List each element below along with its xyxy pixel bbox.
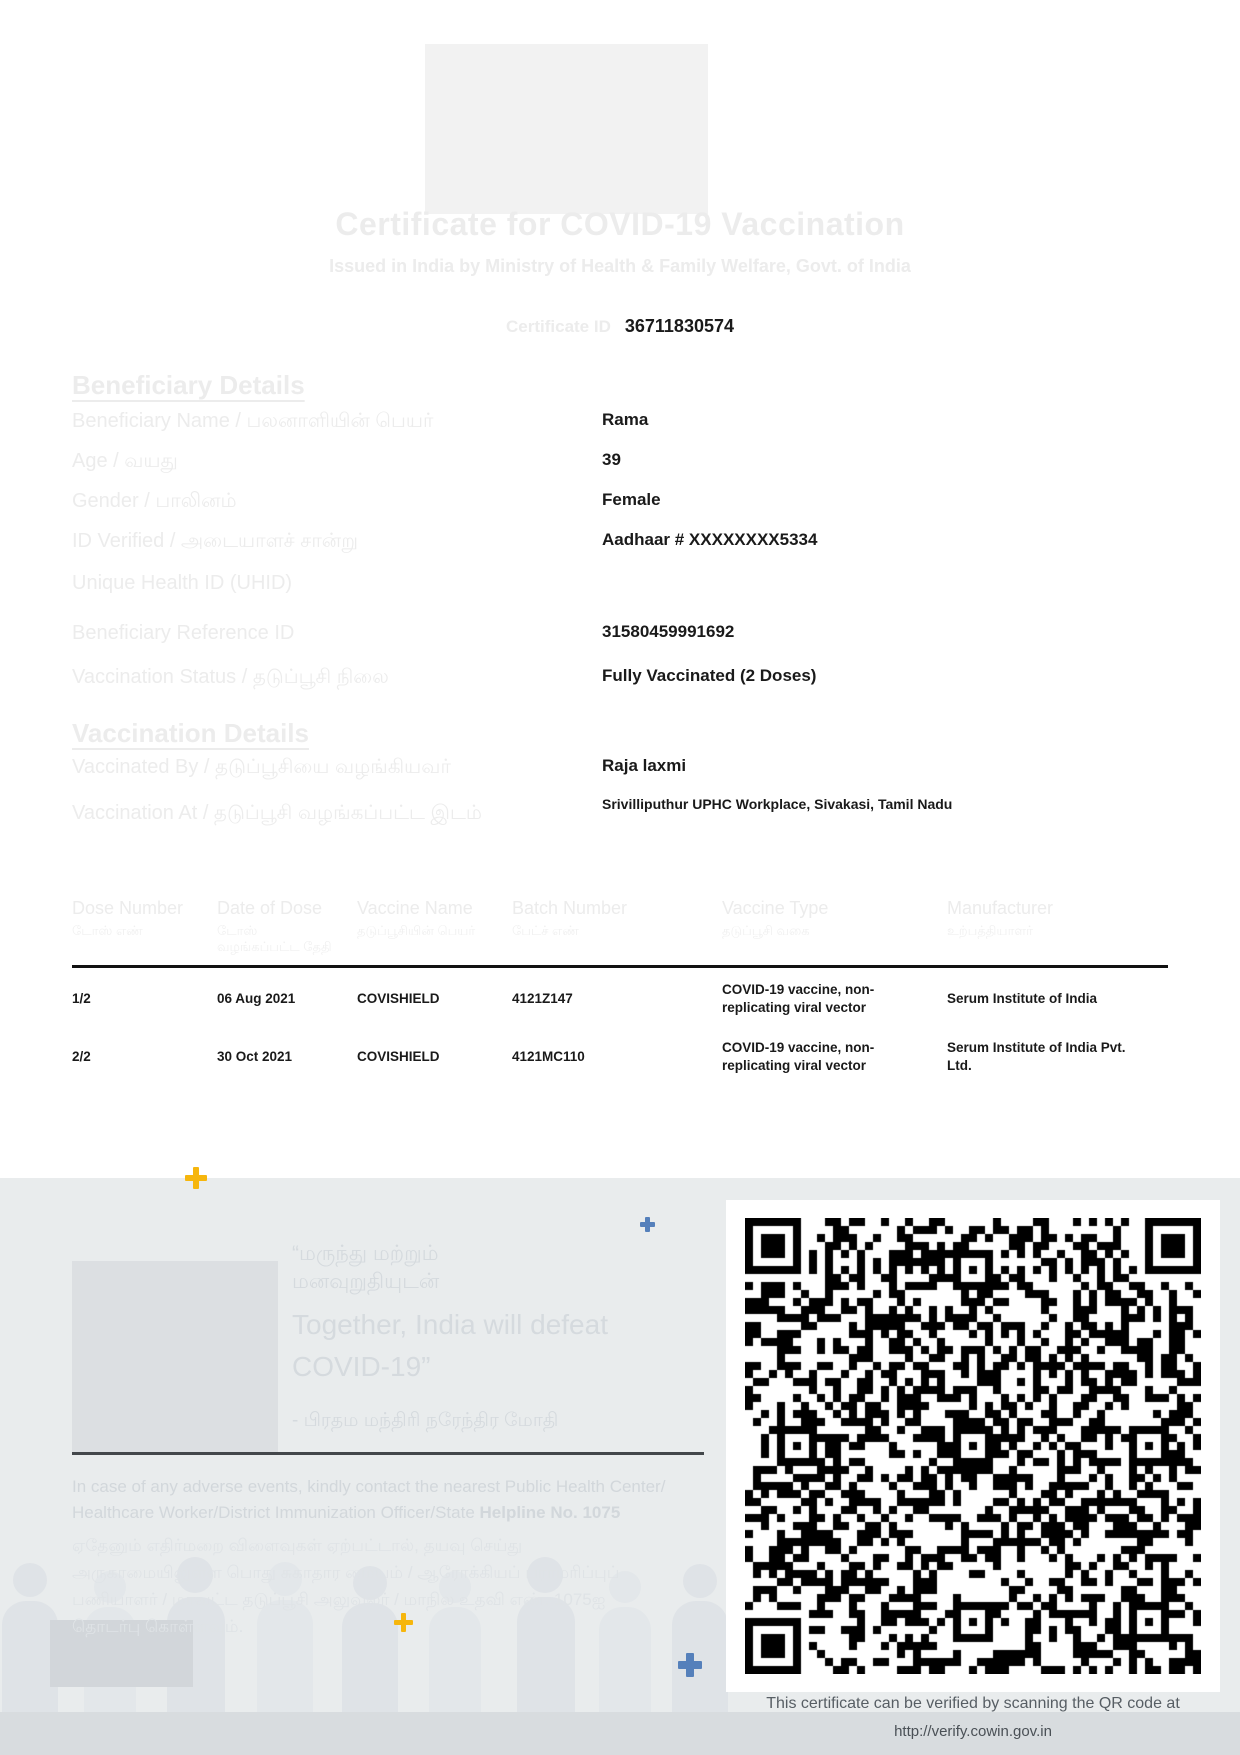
column-header-ta: உற்பத்தியாளர் xyxy=(947,923,1033,938)
quote-english-line1: Together, India will defeat xyxy=(292,1309,608,1340)
cell-dose-number: 2/2 xyxy=(72,1049,91,1064)
adverse-en-line2: Healthcare Worker/District Immunization Officer/State xyxy=(72,1503,480,1522)
adverse-events-text-en xyxy=(72,1474,692,1526)
field-label: Beneficiary Name / பலனாளியின் பெயர் xyxy=(72,410,434,432)
qr-code xyxy=(726,1200,1220,1692)
quote-tamil-line1: “மருந்து மற்றும் xyxy=(292,1242,439,1265)
certificate-id-line xyxy=(0,316,1240,337)
cell-vaccine-type: COVID-19 vaccine, non-replicating viral vector xyxy=(722,982,875,1015)
cell-batch-number: 4121MC110 xyxy=(512,1049,585,1064)
field-row xyxy=(72,572,1182,595)
field-row xyxy=(72,410,1182,435)
page-subtitle: Issued in India by Ministry of Health & Family Welfare, Govt. of India xyxy=(329,256,911,276)
field-label: Unique Health ID (UHID) xyxy=(72,572,293,594)
page-title: Certificate for COVID-19 Vaccination xyxy=(335,206,905,242)
cell-date-of-dose: 30 Oct 2021 xyxy=(217,1049,293,1064)
field-row xyxy=(72,450,1182,475)
footer-divider xyxy=(72,1452,704,1455)
column-header: Vaccine Type xyxy=(722,898,829,918)
field-row xyxy=(72,622,1182,645)
helpline-number: Helpline No. 1075 xyxy=(479,1503,621,1522)
vaccination-section-title: Vaccination Details xyxy=(72,718,309,748)
quote-attribution: - பிரதம மந்திரி நரேந்திர மோதி xyxy=(292,1410,559,1431)
beneficiary-section-title: Beneficiary Details xyxy=(72,370,305,400)
ministry-logo-placeholder xyxy=(425,44,708,214)
column-header: Vaccine Name xyxy=(357,898,473,918)
dose-table-header-ta xyxy=(72,923,1168,955)
field-label: Vaccinated By / தடுப்பூசியை வழங்கியவர் xyxy=(72,756,451,778)
cell-dose-number: 1/2 xyxy=(72,991,91,1006)
table-row xyxy=(72,968,1168,1026)
adverse-events-text-ta: ஏதேனும் எதிர்மறை விளைவுகள் ஏற்பட்டால், தயவு செய்து அருகாமையிலுள்ள பொது சுகாதார மையம் / ஆரோக்கியப் பராமரிப்புப் பணியாளர் / மாவட்ட தடுப்பூசி அலுவலர் / மாநில உதவி எண். 1075ஐ தொடர்பு கொள்ளவும். xyxy=(72,1536,620,1636)
cell-batch-number: 4121Z147 xyxy=(512,991,573,1006)
column-header-ta: பேட்ச் எண் xyxy=(512,923,579,938)
field-value: Fully Vaccinated (2 Doses) xyxy=(602,666,817,685)
field-row xyxy=(72,796,1182,827)
pm-photo-placeholder xyxy=(72,1261,278,1453)
field-row xyxy=(72,530,1182,555)
table-row xyxy=(72,1026,1168,1084)
cell-vaccine-name: COVISHIELD xyxy=(357,1049,440,1064)
field-label: Age / வயது xyxy=(72,450,178,472)
field-value: 31580459991692 xyxy=(602,622,735,641)
certificate-id-value: 36711830574 xyxy=(624,316,734,336)
quote-english-line2: COVID-19” xyxy=(292,1351,431,1382)
cell-date-of-dose: 06 Aug 2021 xyxy=(217,991,296,1006)
qr-code-pattern xyxy=(745,1218,1201,1674)
column-header: Manufacturer xyxy=(947,898,1054,918)
column-header: Date of Dose xyxy=(217,898,323,918)
quote-tamil-line2: மனவுறுதியுடன் xyxy=(292,1270,440,1293)
plus-blue-icon xyxy=(678,1653,702,1677)
field-label: Gender / பாலினம் xyxy=(72,490,237,512)
cell-manufacturer: Serum Institute of India xyxy=(947,991,1098,1006)
field-row xyxy=(72,490,1182,515)
verify-url: http://verify.cowin.gov.in xyxy=(894,1723,1052,1740)
field-value: Srivilliputhur UPHC Workplace, Sivakasi, Tamil Nadu xyxy=(602,796,953,812)
column-header: Batch Number xyxy=(512,898,628,918)
column-header: Dose Number xyxy=(72,898,184,918)
field-value: Rama xyxy=(602,410,649,429)
quote-block xyxy=(292,1240,672,1434)
dose-table-header-en xyxy=(72,898,1168,919)
plus-blue-icon xyxy=(640,1217,655,1232)
field-label: Vaccination Status / தடுப்பூசி நிலை xyxy=(72,666,389,688)
verify-caption xyxy=(726,1695,1220,1740)
cell-vaccine-name: COVISHIELD xyxy=(357,991,440,1006)
column-header-ta: டோஸ் வழங்கப்பட்ட தேதி xyxy=(217,923,332,954)
field-label: Beneficiary Reference ID xyxy=(72,622,295,644)
field-value: Female xyxy=(602,490,661,509)
certificate-id-label: Certificate ID xyxy=(506,317,611,336)
field-value: Raja laxmi xyxy=(602,756,687,775)
column-header-ta: டோஸ் எண் xyxy=(72,923,143,938)
field-value: 39 xyxy=(602,450,621,469)
cell-manufacturer: Serum Institute of India Pvt. Ltd. xyxy=(947,1040,1126,1073)
plus-yellow-icon xyxy=(394,1613,413,1632)
field-label: ID Verified / அடையாளச் சான்று xyxy=(72,530,358,552)
field-value: Aadhaar # XXXXXXXX5334 xyxy=(602,530,818,549)
cell-vaccine-type: COVID-19 vaccine, non-replicating viral vector xyxy=(722,1040,875,1073)
field-label: Vaccination At / தடுப்பூசி வழங்கப்பட்ட இடம் xyxy=(72,802,482,824)
dose-table xyxy=(72,898,1168,1084)
column-header-ta: தடுப்பூசியின் பெயர் xyxy=(357,923,476,938)
adverse-en-line1: In case of any adverse events, kindly contact the nearest Public Health Center/ xyxy=(72,1477,666,1496)
field-row xyxy=(72,756,1182,781)
verify-line: This certificate can be verified by scanning the QR code at xyxy=(766,1695,1180,1712)
plus-yellow-icon xyxy=(185,1167,207,1189)
column-header-ta: தடுப்பூசி வகை xyxy=(722,923,810,938)
field-row xyxy=(72,666,1182,691)
